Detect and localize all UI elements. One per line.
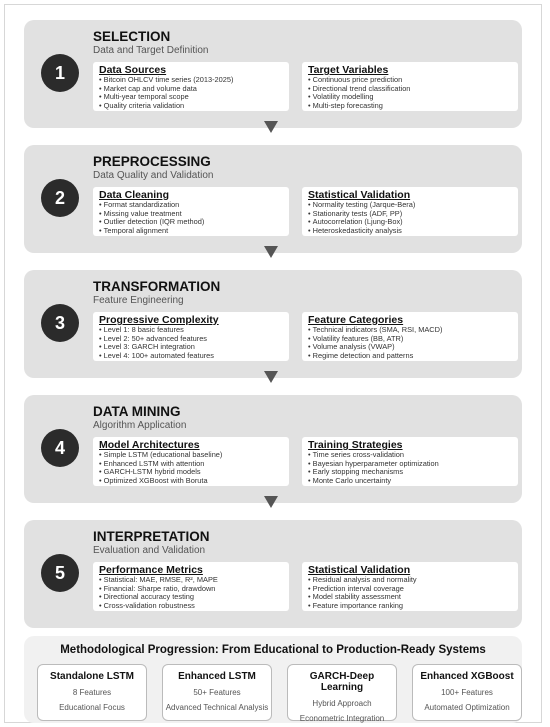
card-title: Statistical Validation: [308, 564, 411, 576]
stage-selection: [24, 20, 522, 128]
card-item-list: [99, 201, 283, 235]
list-item: • Quality criteria validation: [99, 102, 283, 111]
system-focus: Educational Focus: [59, 703, 125, 712]
list-item: • Statistical: MAE, RMSE, R², MAPE: [99, 576, 283, 585]
stage-left-card: [93, 312, 289, 361]
list-item: • Stationarity tests (ADF, PP): [308, 210, 512, 219]
card-item-list: [308, 76, 512, 110]
stage-interpretation: [24, 520, 522, 628]
list-item: • Monte Carlo uncertainty: [308, 477, 512, 486]
methodological-progression: [24, 636, 522, 723]
stage-right-card: [302, 562, 518, 611]
list-item: • Level 1: 8 basic features: [99, 326, 283, 335]
stage-subtitle: Data Quality and Validation: [93, 170, 214, 181]
system-name: Standalone LSTM: [50, 671, 134, 682]
stage-subtitle: Evaluation and Validation: [93, 545, 206, 556]
list-item: • Financial: Sharpe ratio, drawdown: [99, 585, 283, 594]
stage-title: INTERPRETATION: [93, 529, 210, 544]
system-card-enhanced-lstm: [162, 664, 272, 721]
card-title: Data Sources: [99, 64, 167, 76]
stage-number-badge: 4: [41, 429, 79, 467]
stage-title: PREPROCESSING: [93, 154, 211, 169]
card-item-list: [99, 576, 283, 610]
list-item: • Directional accuracy testing: [99, 593, 283, 602]
system-card-enhanced-xgboost: [412, 664, 522, 721]
list-item: • Bayesian hyperparameter optimization: [308, 460, 512, 469]
stage-right-card: [302, 62, 518, 111]
system-name: GARCH-Deep Learning: [309, 671, 375, 693]
system-card-standalone-lstm: [37, 664, 147, 721]
list-item: • Level 3: GARCH integration: [99, 343, 283, 352]
stage-title: DATA MINING: [93, 404, 181, 419]
card-item-list: [308, 326, 512, 360]
list-item: • Feature importance ranking: [308, 602, 512, 611]
stage-number-badge: 2: [41, 179, 79, 217]
down-arrow-icon: [264, 496, 278, 508]
stage-title: SELECTION: [93, 29, 171, 44]
list-item: • Missing value treatment: [99, 210, 283, 219]
stage-number-badge: 3: [41, 304, 79, 342]
card-item-list: [308, 201, 512, 235]
list-item: • Volume analysis (VWAP): [308, 343, 512, 352]
system-features: 100+ Features: [441, 688, 493, 697]
card-title: Feature Categories: [308, 314, 404, 326]
stage-right-card: [302, 312, 518, 361]
system-card-garch-deep-learning: [287, 664, 397, 721]
list-item: • Bitcoin OHLCV time series (2013-2025): [99, 76, 283, 85]
list-item: • Market cap and volume data: [99, 85, 283, 94]
list-item: • Optimized XGBoost with Boruta: [99, 477, 283, 486]
list-item: • Prediction interval coverage: [308, 585, 512, 594]
system-name: Enhanced XGBoost: [420, 671, 514, 682]
stage-subtitle: Data and Target Definition: [93, 45, 209, 56]
card-item-list: [99, 76, 283, 110]
list-item: • Multi-year temporal scope: [99, 93, 283, 102]
system-features: 50+ Features: [193, 688, 241, 697]
stage-left-card: [93, 187, 289, 236]
card-title: Progressive Complexity: [99, 314, 219, 326]
down-arrow-icon: [264, 246, 278, 258]
list-item: • Heteroskedasticity analysis: [308, 227, 512, 236]
list-item: • Autocorrelation (Ljung-Box): [308, 218, 512, 227]
system-features: 8 Features: [72, 688, 112, 697]
list-item: • Multi-step forecasting: [308, 102, 512, 111]
system-focus: Econometric Integration: [299, 714, 385, 723]
list-item: • Residual analysis and normality: [308, 576, 512, 585]
list-item: • Simple LSTM (educational baseline): [99, 451, 283, 460]
card-title: Data Cleaning: [99, 189, 170, 201]
stage-preprocessing: [24, 145, 522, 253]
card-title: Training Strategies: [308, 439, 403, 451]
card-item-list: [99, 451, 283, 485]
list-item: • Level 2: 50+ advanced features: [99, 335, 283, 344]
progression-title: Methodological Progression: From Educational to Production-Ready Systems: [60, 644, 486, 656]
list-item: • Technical indicators (SMA, RSI, MACD): [308, 326, 512, 335]
card-title: Model Architectures: [99, 439, 200, 451]
list-item: • Volatility features (BB, ATR): [308, 335, 512, 344]
list-item: • Format standardization: [99, 201, 283, 210]
system-focus: Automated Optimization: [424, 703, 510, 712]
stage-transformation: [24, 270, 522, 378]
stage-subtitle: Feature Engineering: [93, 295, 184, 306]
stage-number-badge: 1: [41, 54, 79, 92]
card-title: Target Variables: [308, 64, 389, 76]
list-item: • Volatility modelling: [308, 93, 512, 102]
list-item: • Level 4: 100+ automated features: [99, 352, 283, 361]
stage-title: TRANSFORMATION: [93, 279, 221, 294]
card-title: Performance Metrics: [99, 564, 203, 576]
card-item-list: [99, 326, 283, 360]
down-arrow-icon: [264, 371, 278, 383]
list-item: • GARCH-LSTM hybrid models: [99, 468, 283, 477]
list-item: • Continuous price prediction: [308, 76, 512, 85]
list-item: • Model stability assessment: [308, 593, 512, 602]
down-arrow-icon: [264, 121, 278, 133]
system-focus: Advanced Technical Analysis: [165, 703, 269, 712]
stage-left-card: [93, 562, 289, 611]
stage-subtitle: Algorithm Application: [93, 420, 187, 431]
list-item: • Temporal alignment: [99, 227, 283, 236]
list-item: • Regime detection and patterns: [308, 352, 512, 361]
list-item: • Outlier detection (IQR method): [99, 218, 283, 227]
stage-left-card: [93, 437, 289, 486]
list-item: • Cross-validation robustness: [99, 602, 283, 611]
list-item: • Normality testing (Jarque-Bera): [308, 201, 512, 210]
list-item: • Early stopping mechanisms: [308, 468, 512, 477]
list-item: • Time series cross-validation: [308, 451, 512, 460]
stage-data-mining: [24, 395, 522, 503]
card-item-list: [308, 451, 512, 485]
system-features: Hybrid Approach: [312, 699, 372, 708]
stage-number-badge: 5: [41, 554, 79, 592]
card-title: Statistical Validation: [308, 189, 411, 201]
stage-right-card: [302, 437, 518, 486]
stage-left-card: [93, 62, 289, 111]
card-item-list: [308, 576, 512, 610]
list-item: • Directional trend classification: [308, 85, 512, 94]
list-item: • Enhanced LSTM with attention: [99, 460, 283, 469]
system-name: Enhanced LSTM: [178, 671, 256, 682]
stage-right-card: [302, 187, 518, 236]
